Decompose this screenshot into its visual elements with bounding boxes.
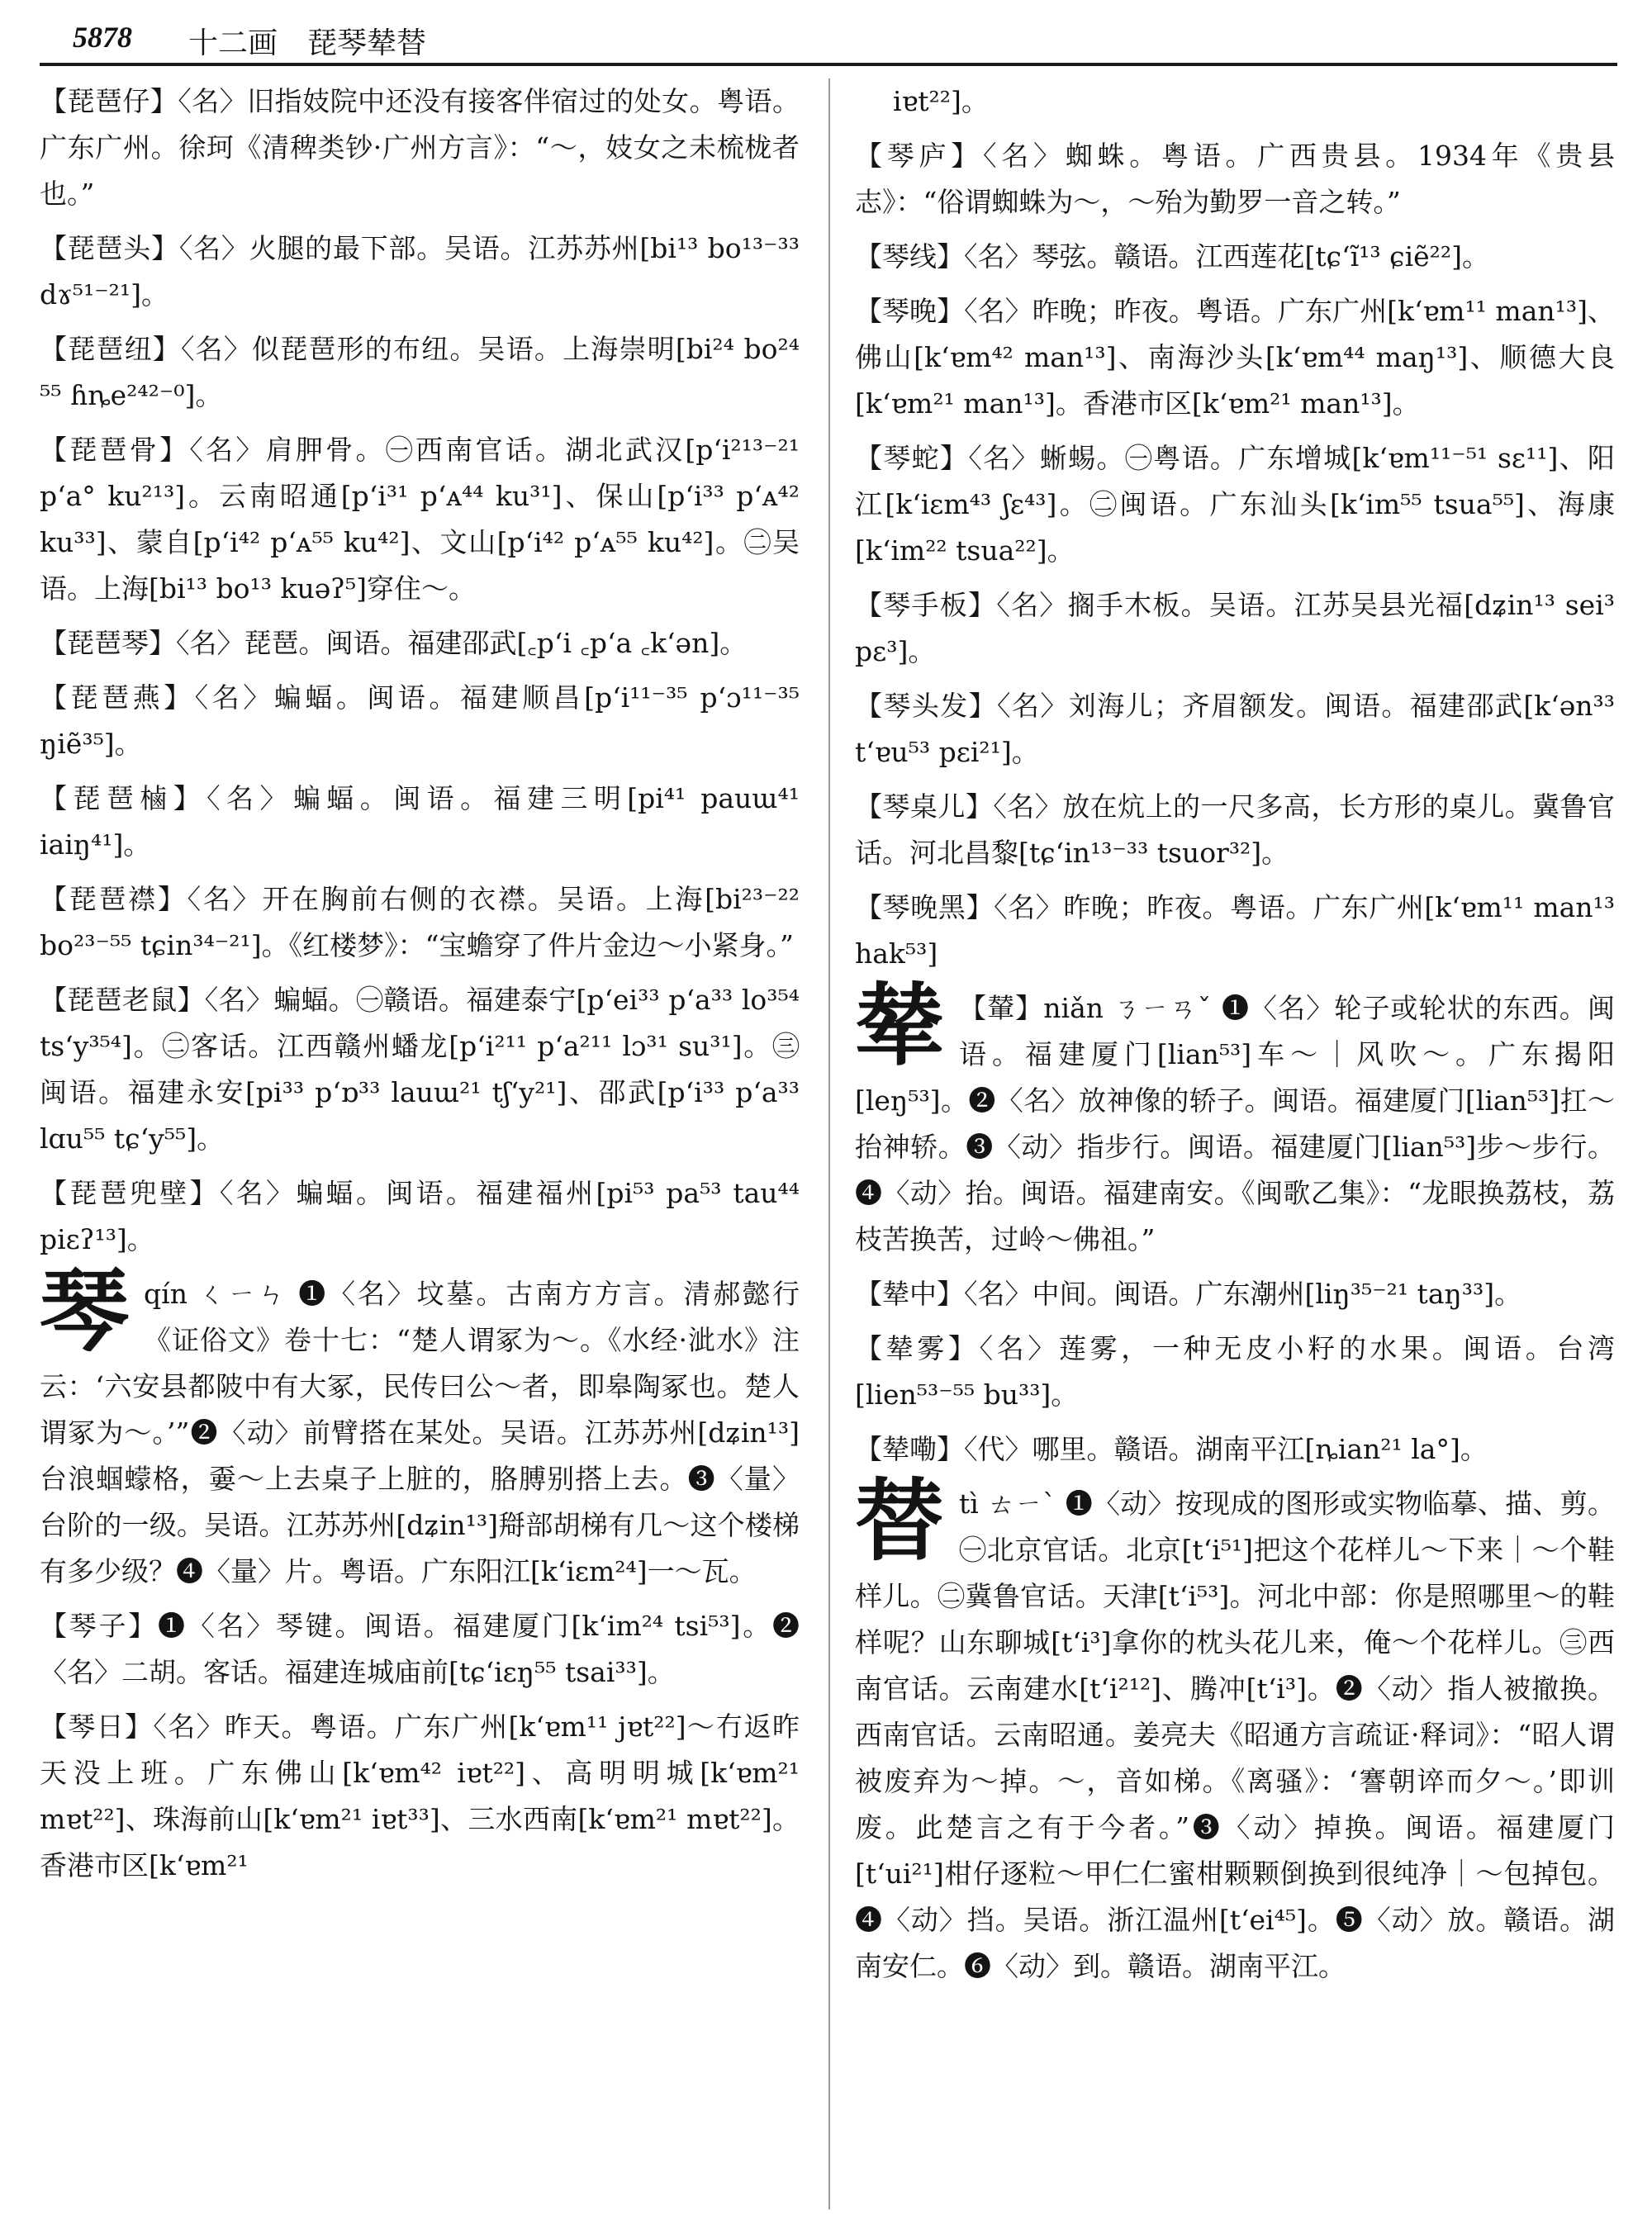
dictionary-entry: 【琴桌儿】〈名〉放在炕上的一尺多高，长方形的桌儿。冀鲁官话。河北昌黎[tɕ‘in¹³⁻³³ tsuor³²]。 xyxy=(855,790,1615,869)
dictionary-entry: 【琴晚】〈名〉昨晚；昨夜。粤语。广东广州[k‘ɐm¹¹ man¹³]、佛山[k‘ɐm⁴² man¹³]、南海沙头[k‘ɐm⁴⁴ maŋ¹³]、顺德大良[k‘ɐm²¹ man¹³]。香港市区[k‘ɐm²¹ man¹³]。 xyxy=(855,295,1615,420)
page-title: 十二画 琵琴辇替 xyxy=(188,26,427,60)
dictionary-entry: 【辇雾】〈名〉莲雾，一种无皮小籽的水果。闽语。台湾[lien⁵³⁻⁵⁵ bu³³]。 xyxy=(855,1332,1615,1411)
dictionary-entry: 【琵琶襟】〈名〉开在胸前右侧的衣襟。吴语。上海[bi²³⁻²² bo²³⁻⁵⁵ tɕin³⁴⁻²¹]。《红楼梦》：“宝蟾穿了件片金边～小紧身。” xyxy=(40,883,800,961)
dictionary-entry: 【琴晚黑】〈名〉昨晚；昨夜。粤语。广东广州[k‘ɐm¹¹ man¹³ hak⁵³] xyxy=(855,891,1615,970)
dictionary-entry: 【琵琶老鼠】〈名〉蝙蝠。㊀赣语。福建泰宁[p‘ei³³ p‘a³³ lo³⁵⁴ ts‘y³⁵⁴]。㊁客话。江西赣州蟠龙[p‘i²¹¹ p‘a²¹¹ lɔ³¹ su³¹]。㊂闽语。福建永安[pi³³ p‘ɒ³³ lauɯ²¹ tʃ‘y²¹]、邵武[p‘i³³ p‘a³³ lɑu⁵⁵ tɕ‘y⁵⁵]。 xyxy=(40,984,800,1155)
dictionary-entry: 【琴蛇】〈名〉蜥蜴。㊀粤语。广东增城[k‘ɐm¹¹⁻⁵¹ sɛ¹¹]、阳江[k‘iɛm⁴³ ʃɛ⁴³]。㊁闽语。广东汕头[k‘im⁵⁵ tsua⁵⁵]、海康[k‘im²² tsua²²]。 xyxy=(855,442,1615,567)
headword-definition: qín ㄑㄧㄣ ❶〈名〉坟墓。古南方方言。清郝懿行《证俗文》卷十七：“楚人谓冢为～。《水经·泚水》注云：‘六安县都陂中有大冢，民传曰公～者，即皋陶冢也。楚人谓冢为～。’”❷〈动〉前臂搭在某处。吴语。江苏苏州[dʑin¹³]台浪蝈蠓格，嫑～上去桌子上脏的，胳膊别搭上去。❸〈量〉台阶的一级。吴语。江苏苏州[dʑin¹³]搿部胡梯有几～这个楼梯有多少级？❹〈量〉片。粤语。广东阳江[k‘iɛm²⁴]一～瓦。 xyxy=(40,1278,800,1587)
dictionary-entry: 【琵琶燕】〈名〉蝙蝠。闽语。福建顺昌[p‘i¹¹⁻³⁵ p‘ɔ¹¹⁻³⁵ ŋiẽ³⁵]。 xyxy=(40,681,800,760)
dictionary-entry: 【琴子】❶〈名〉琴键。闽语。福建厦门[k‘im²⁴ tsi⁵³]。❷〈名〉二胡。客话。福建连城庙前[tɕ‘iɛŋ⁵⁵ tsai³³]。 xyxy=(40,1610,800,1688)
dictionary-entry: 【琵琶琴】〈名〉琵琶。闽语。福建邵武[꜀p‘i ꜀p‘a ꜀k‘ən]。 xyxy=(40,627,748,659)
dictionary-entry: 【琴手板】〈名〉搁手木板。吴语。江苏吴县光福[dʑin¹³ sei³ pɛ³]。 xyxy=(855,589,1615,667)
left-column xyxy=(40,78,800,1897)
headword-definition: tì ㄊㄧˋ ❶〈动〉按现成的图形或实物临摹、描、剪。㊀北京官话。北京[t‘i⁵¹]把这个花样儿～下来｜～个鞋样儿。㊁冀鲁官话。天津[t‘i⁵³]。河北中部：你是照哪里～的鞋样呢？山东聊城[t‘i³]拿你的枕头花儿来，俺～个花样儿。㊂西南官话。云南建水[t‘i²¹²]、腾冲[t‘i³]。❷〈动〉指人被撤换。西南官话。云南昭通。姜亮夫《昭通方言疏证·释词》：“昭人谓被废弃为～掉。～，音如梯。《离骚》：‘謇朝谇而夕～。’即训废。此楚言之有于今者。”❸〈动〉掉换。闽语。福建厦门[t‘ui²¹]柑仔逐粒～甲仁仁蜜柑颗颗倒换到很纯净｜～包掉包。❹〈动〉挡。吴语。浙江温州[t‘ei⁴⁵]。❺〈动〉放。赣语。湖南安仁。❻〈动〉到。赣语。湖南平江。 xyxy=(855,1487,1615,1982)
dictionary-entry: 【琴头发】〈名〉刘海儿；齐眉额发。闽语。福建邵武[k‘ən³³ t‘ɐu⁵³ pɛi²¹]。 xyxy=(855,690,1615,768)
dictionary-entry: 【琵琶樐】〈名〉蝙蝠。闽语。福建三明[pi⁴¹ pauɯ⁴¹ iaiŋ⁴¹]。 xyxy=(40,782,800,861)
dictionary-entry: 【琴庐】〈名〉蜘蛛。粤语。广西贵县。1934年《贵县志》：“俗谓蜘蛛为～，～殆为勤罗一音之转。” xyxy=(855,140,1615,218)
dictionary-entry: 【琵琶头】〈名〉火腿的最下部。吴语。江苏苏州[bi¹³ bo¹³⁻³³ dɤ⁵¹⁻²¹]。 xyxy=(40,232,800,311)
headword-entry xyxy=(40,1260,800,1595)
dictionary-entry: 【辇嘞】〈代〉哪里。赣语。湖南平江[ȵian²¹ la°]。 xyxy=(855,1433,1488,1465)
page-header xyxy=(40,15,1617,66)
headword-definition: 【輦】niǎn ㄋㄧㄢˇ ❶〈名〉轮子或轮状的东西。闽语。福建厦门[lian⁵³]车～｜风吹～。广东揭阳[leŋ⁵³]。❷〈名〉放神像的轿子。闽语。福建厦门[lian⁵³]扛～抬神轿。❸〈动〉指步行。闽语。福建厦门[lian⁵³]步～步行。❹〈动〉抬。闽语。福建南安。《闽歌乙集》：“龙眼换荔枝，荔枝苦换苦，过岭～佛祖。” xyxy=(855,992,1615,1255)
headword-entry xyxy=(855,975,1615,1263)
page-number: 5878 xyxy=(73,21,132,54)
headword-character: 替 xyxy=(855,1470,945,1573)
column-divider xyxy=(828,78,830,2209)
entry-continuation: iɐt²²]。 xyxy=(893,85,989,117)
dictionary-entry: 【琵琶纽】〈名〉似琵琶形的布纽。吴语。上海崇明[bi²⁴ bo²⁴ ⁵⁵ ɦȵe²⁴²⁻⁰]。 xyxy=(40,333,800,411)
headword-character: 辇 xyxy=(855,975,945,1078)
dictionary-entry: 【琵琶兜壁】〈名〉蝙蝠。闽语。福建福州[pi⁵³ pa⁵³ tau⁴⁴ piɛʔ¹³]。 xyxy=(40,1177,800,1255)
dictionary-entry: 【琴线】〈名〉琴弦。赣语。江西莲花[tɕ‘ĩ¹³ ɕiẽ²²]。 xyxy=(855,240,1490,273)
dictionary-entry: 【辇中】〈名〉中间。闽语。广东潮州[liŋ³⁵⁻²¹ taŋ³³]。 xyxy=(855,1278,1522,1310)
dictionary-entry: 【琵琶仔】〈名〉旧指妓院中还没有接客伴宿过的处女。粤语。广东广州。徐珂《清稗类钞·广州方言》：“～，妓女之未梳栊者也。” xyxy=(40,85,800,210)
headword-entry xyxy=(855,1470,1615,1990)
headword-character: 琴 xyxy=(40,1260,130,1364)
dictionary-entry: 【琵琶骨】〈名〉肩胛骨。㊀西南官话。湖北武汉[p‘i²¹³⁻²¹ p‘a° ku²¹³]。云南昭通[p‘i³¹ p‘ᴀ⁴⁴ ku³¹]、保山[p‘i³³ p‘ᴀ⁴² ku³³]、蒙自[p‘i⁴² p‘ᴀ⁵⁵ ku⁴²]、文山[p‘i⁴² p‘ᴀ⁵⁵ ku⁴²]。㊁吴语。上海[bi¹³ bo¹³ kuəʔ⁵]穿住～。 xyxy=(40,434,800,605)
right-column xyxy=(855,78,1615,1998)
dictionary-entry: 【琴日】〈名〉昨天。粤语。广东广州[k‘ɐm¹¹ jɐt²²]～冇返昨天没上班。广东佛山[k‘ɐm⁴² iɐt²²]、高明明城[k‘ɐm²¹ mɐt²²]、珠海前山[k‘ɐm²¹ iɐt³³]、三水西南[k‘ɐm²¹ mɐt²²]。香港市区[k‘ɐm²¹ xyxy=(40,1710,800,1881)
